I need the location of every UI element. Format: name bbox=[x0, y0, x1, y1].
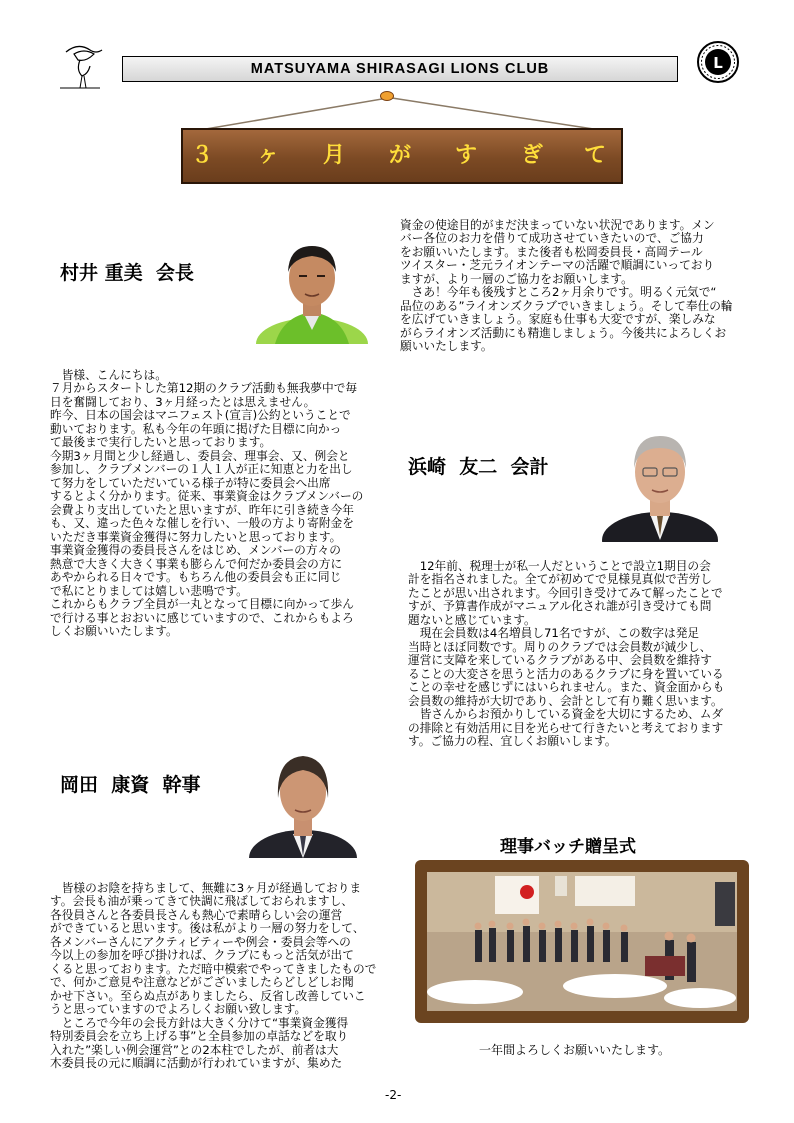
text-line: 計を指名されました。全てが初めてで見様見真似で苦労し bbox=[408, 572, 712, 586]
text-line: の排除と有効活用に目を光らせて行きたいと考えております bbox=[408, 720, 724, 735]
text-line: 今期3ヶ月間と少し経過し、委員会、理事会、又、例会と bbox=[50, 448, 350, 463]
text-line: いただき事業資金獲得に努力したいと思っております。 bbox=[50, 529, 342, 544]
banner-char: ぎ bbox=[521, 143, 544, 168]
text-line: で私にとりましては嬉しい悲鳴です。 bbox=[50, 583, 248, 598]
svg-text:L: L bbox=[713, 54, 723, 72]
text-line: 事業資金獲得の委員長さんをはじめ、メンバーの方々の bbox=[50, 543, 341, 557]
text-line: も、又、違った色々な催しを行い、一般の方より寄附金を bbox=[50, 516, 354, 530]
treasurer-heading: 浜崎 友二 会計 bbox=[408, 456, 549, 478]
text-line: 木委員長の元に順調に活動が行われていますが、集めた bbox=[50, 1056, 343, 1070]
president-message-continued bbox=[400, 205, 733, 367]
text-line: 会員数の維持が大切であり、会計として有り難く思います。 bbox=[408, 693, 723, 708]
ceremony-photo bbox=[415, 860, 749, 1023]
text-line: あやかられる日々です。もちろん他の委員会も正に同じ bbox=[50, 570, 342, 584]
text-line: ところで今年の会長方針は大きく分けて“事業資金獲得 bbox=[50, 1015, 349, 1030]
text-line: ますが、より一層のご協力をお願いします。 bbox=[400, 271, 633, 286]
text-line: 現在会員数は4名増員し71名ですが、この数字は発足 bbox=[408, 626, 700, 640]
text-line: ができていると思います。後は私がより一層の努力をして、 bbox=[50, 921, 365, 935]
text-line: 皆さんからお預かりしている資金を大切にするため、ムダ bbox=[408, 707, 724, 721]
text-line: 運営に支障を来しているクラブがある中、会員数を維持す bbox=[408, 653, 712, 667]
text-line: 各メンバーさんにアクティビティーや例会・委員会等への bbox=[50, 934, 351, 949]
text-line: をお願いいたします。また後者も松岡委員長・高岡テール bbox=[400, 244, 703, 259]
text-line: さあ！今年も後残すところ2ヶ月余りです。明るく元気で“ bbox=[400, 285, 717, 299]
president-message bbox=[50, 355, 363, 652]
text-line: 熱意で大きく大きく事業も膨らんで何だか委員会の方に bbox=[50, 556, 343, 571]
sign-nail-icon bbox=[380, 91, 394, 101]
banner-char: ３ bbox=[191, 143, 214, 168]
heron-logo bbox=[56, 40, 112, 90]
banner-title bbox=[181, 128, 619, 180]
text-line: すが、予算書作成がマニュアル化され誰が引き受けても問 bbox=[408, 599, 712, 613]
text-line: 今以上の参加を呼び掛ければ、クラブにもっと活気が出て bbox=[50, 948, 354, 962]
text-line: 当時とほぼ同数です。周りのクラブでは会員数が減少し、 bbox=[408, 639, 712, 654]
text-line: 12年前、税理士が私一人だということで設立1期目の会 bbox=[408, 558, 711, 573]
text-line: ることの大変さを思うと活力のあるクラブに身を置いている bbox=[408, 666, 724, 681]
club-name-banner: MATSUYAMA SHIRASAGI LIONS CLUB bbox=[122, 56, 678, 82]
banner-char: て bbox=[584, 143, 607, 168]
text-line: がらライオンズ活動にも精進しましょう。今後共によろしくお bbox=[400, 325, 727, 340]
secretary-photo bbox=[248, 742, 358, 858]
text-line: 会費より支出していたと思いますが、昨年に引き続き今年 bbox=[50, 502, 354, 517]
ceremony-title: 理事バッチ贈呈式 bbox=[500, 837, 636, 857]
text-line: 特別委員会を立ち上げる事”と全員参加の卓話などを取り bbox=[50, 1029, 349, 1043]
president-photo bbox=[253, 232, 371, 344]
lions-emblem-icon bbox=[696, 40, 740, 84]
president-heading: 村井 重美 会長 bbox=[60, 262, 194, 284]
text-line: うと思っていますのでよろしくお願い致します。 bbox=[50, 1002, 307, 1016]
text-line: 参加し、クラブメンバーの１人１人が正に知恵と力を出し bbox=[50, 462, 353, 476]
text-line: するとよく分かります。従来、事業資金はクラブメンバーの bbox=[50, 489, 364, 503]
text-line: 昨今、日本の国会はマニフェスト(宣言)公約ということで bbox=[50, 408, 351, 422]
text-line: を広げていきましょう。家庭も仕事も大変ですが、楽しみな bbox=[400, 312, 716, 326]
text-line: 題ないと感じています。 bbox=[408, 612, 536, 627]
banner-char: 月 bbox=[323, 143, 346, 168]
text-line: たことが思い出されます。今回引き受けてみて解ったことで bbox=[408, 585, 723, 600]
secretary-heading: 岡田 康資 幹事 bbox=[60, 774, 201, 796]
text-line: 皆様のお陰を持ちまして、無難に3ヶ月が経過しておりま bbox=[50, 880, 362, 895]
banner-char: が bbox=[389, 143, 412, 168]
text-line: くると思っております。ただ暗中模索でやってきましたもので bbox=[50, 961, 377, 976]
text-line: かせ下さい。至らぬ点がありましたら、反省し改善していこ bbox=[50, 988, 366, 1003]
text-line: 皆様、こんにちは。 bbox=[50, 367, 167, 382]
ceremony-caption: 一年間よろしくお願いいたします。 bbox=[479, 1043, 671, 1057]
text-line: す。会長も油が乗ってきて快調に飛ばしておられますし、 bbox=[50, 894, 353, 908]
text-line: 資金の使途目的がまだ決まっていない状況であります。メン bbox=[400, 217, 715, 232]
text-line: しくお願いいたします。 bbox=[50, 624, 178, 638]
text-line: 入れた”楽しい例会運営”との2本柱でしたが、前者は大 bbox=[50, 1042, 339, 1057]
treasurer-message bbox=[408, 546, 724, 762]
text-line: 品位のある”ライオンズクラブでいきましょう。そして奉仕の輪 bbox=[400, 298, 733, 313]
text-line: 動いております。私も今年の年頭に掲げた目標に向かっ bbox=[50, 421, 342, 436]
treasurer-photo bbox=[600, 418, 720, 542]
banner-char: ヶ bbox=[257, 143, 280, 168]
text-line: 各役員さんと各委員長さんも熱心で素晴らしい会の運営 bbox=[50, 907, 343, 922]
page-number: -2- bbox=[385, 1088, 402, 1102]
text-line: す。ご協力の程、宜しくお願いします。 bbox=[408, 734, 617, 748]
secretary-message bbox=[50, 868, 376, 1084]
text-line: で行ける事とおおいに感じていますので、これからもよろ bbox=[50, 610, 354, 625]
text-line: て努力をしていただいている様子が特に委員会へ出席 bbox=[50, 475, 331, 490]
banner-char: す bbox=[455, 143, 478, 168]
text-line: 願いいたします。 bbox=[400, 339, 493, 353]
text-line: で、何かご意見や注意などがございましたらどしどしお聞 bbox=[50, 975, 354, 989]
text-line: ことの幸せを感じずにはいられません。また、資金面からも bbox=[408, 680, 725, 694]
text-line: これからもクラブ全員が一丸となって目標に向かって歩ん bbox=[50, 597, 354, 611]
text-line: て最後まで実行したいと思っております。 bbox=[50, 435, 272, 449]
text-line: バー各位のお力を借りて成功させていきたいので、ご協力 bbox=[400, 231, 704, 245]
text-line: ７月からスタートした第12期のクラブ活動も無我夢中で毎 bbox=[50, 381, 358, 395]
text-line: 日を奮闘しており、3ヶ月経ったとは思えません。 bbox=[50, 394, 316, 409]
text-line: ツイスター・芝元ライオンテーマの活躍で順調にいっており bbox=[400, 258, 715, 272]
